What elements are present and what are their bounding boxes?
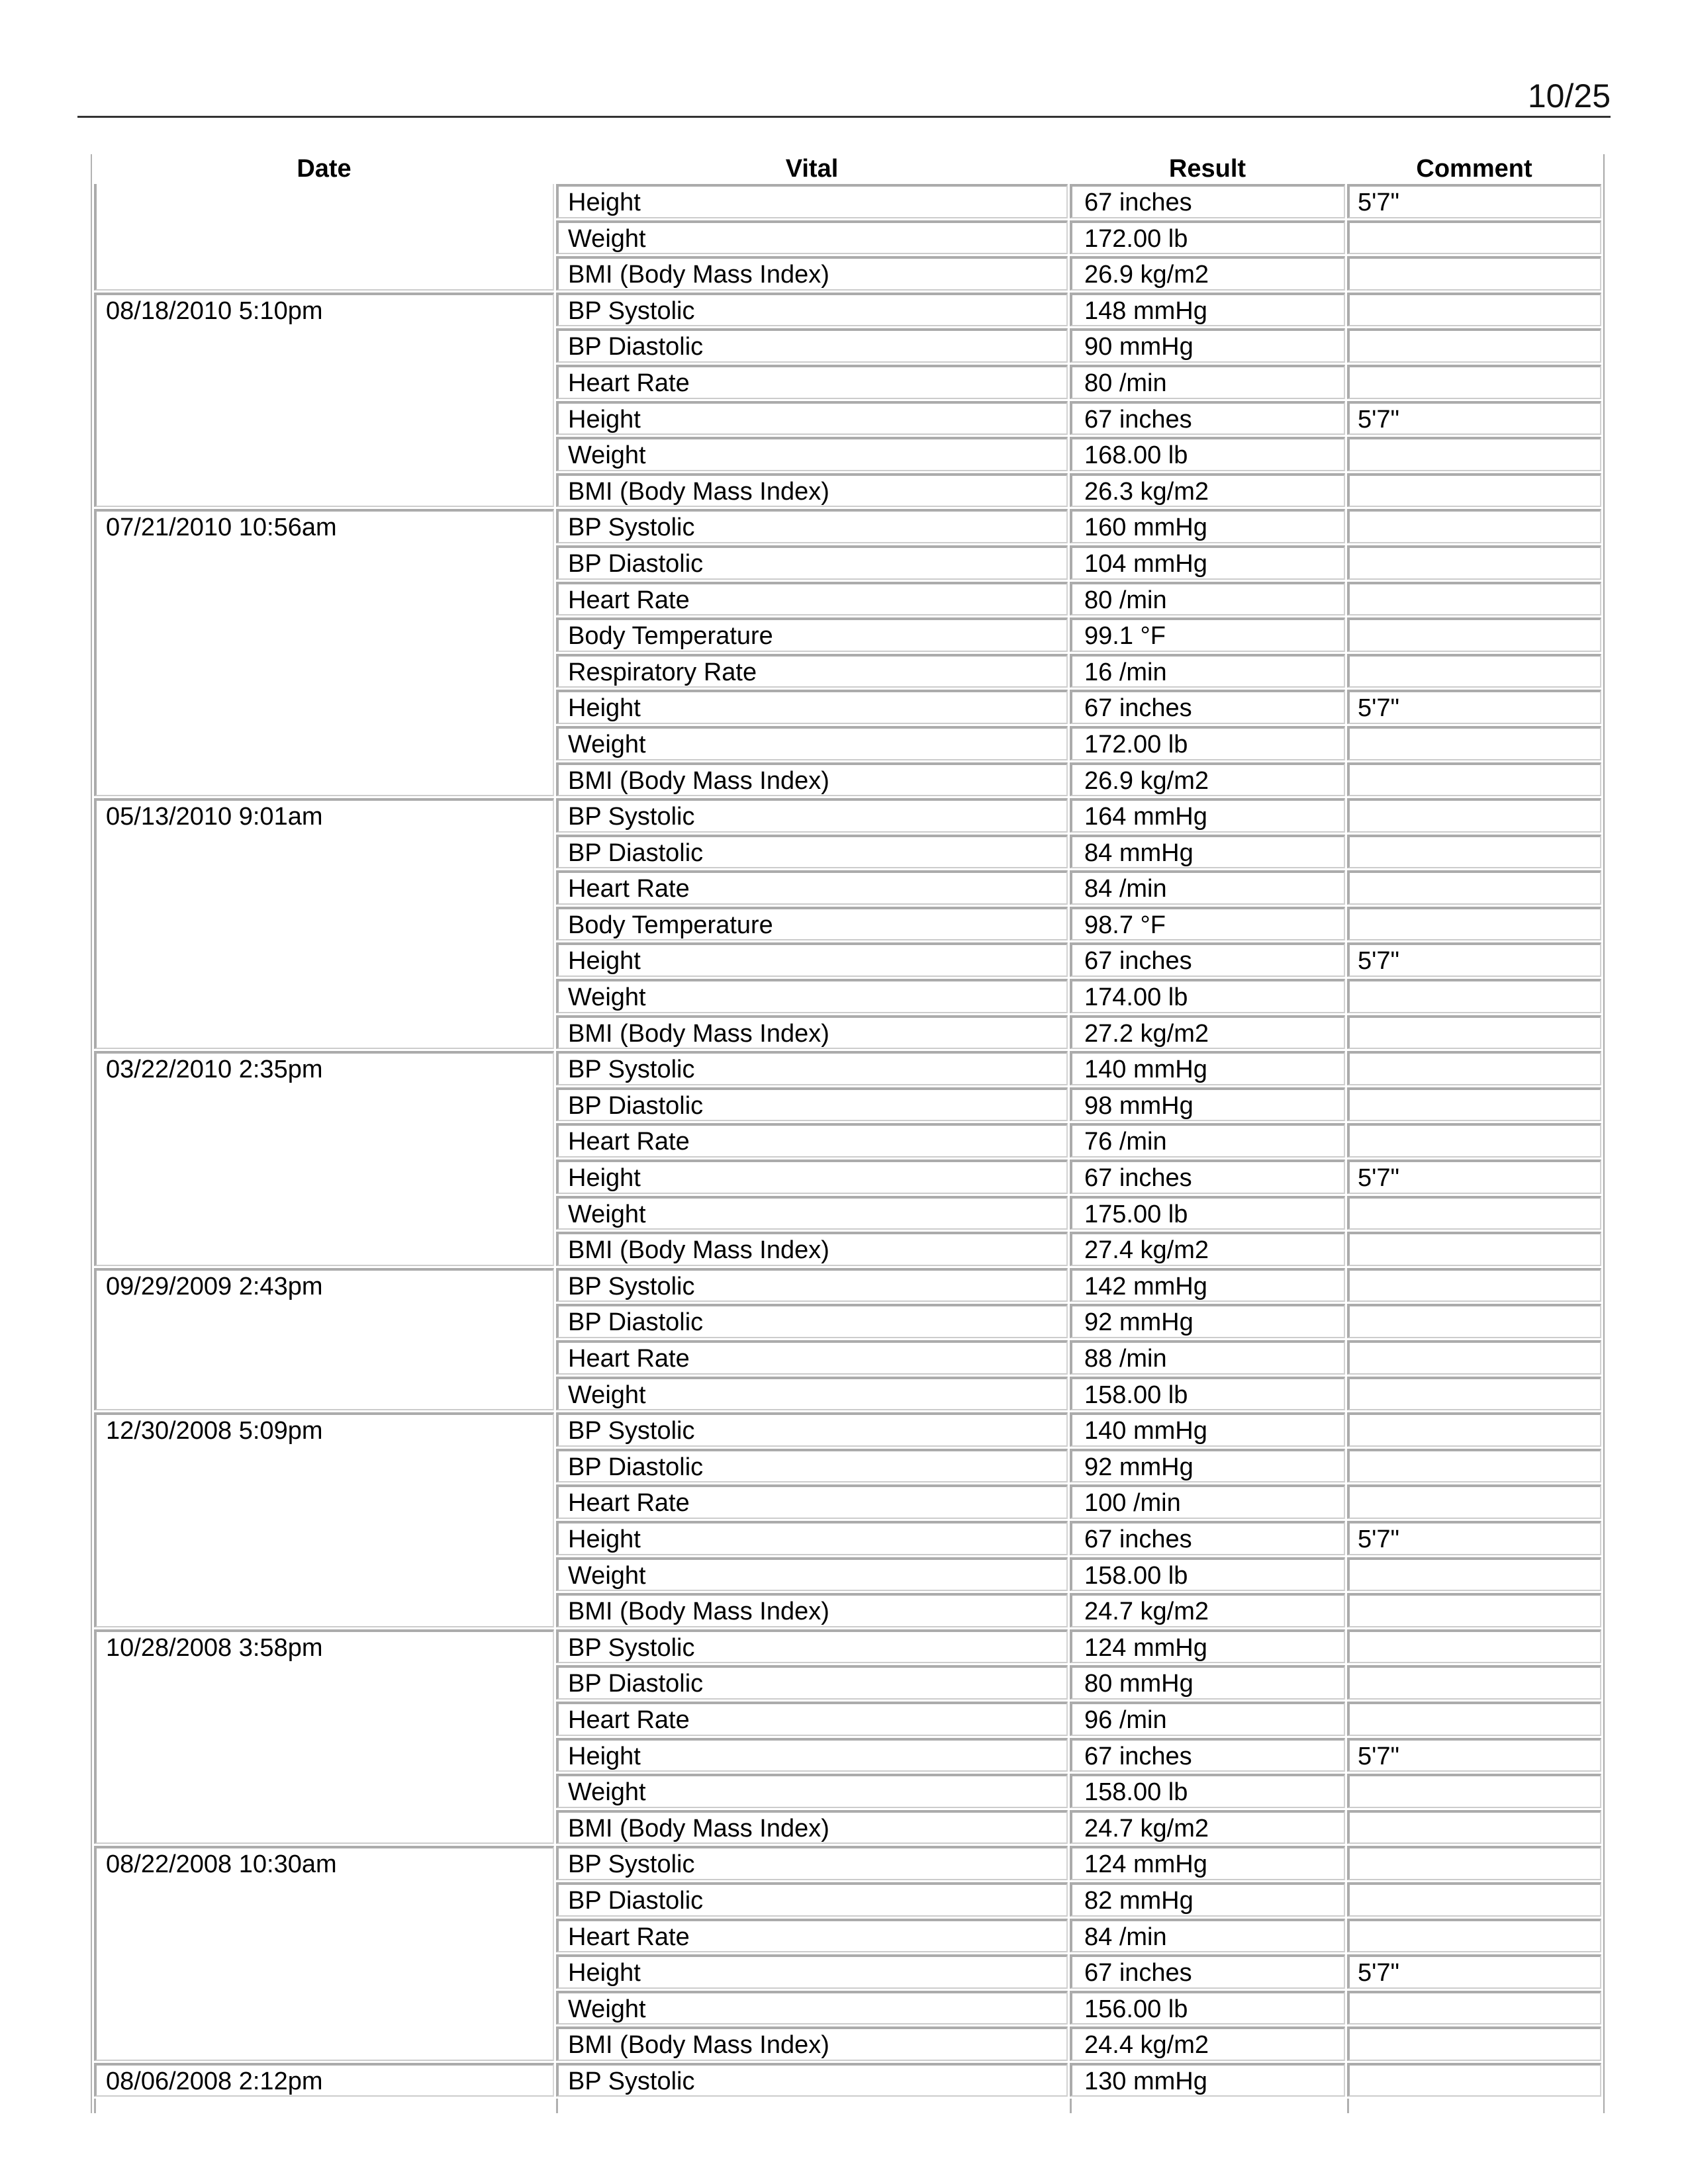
result-cell: 124 mmHg [1070, 1846, 1345, 1880]
comment-cell: 5'7" [1347, 184, 1601, 218]
vital-cell: BMI (Body Mass Index) [556, 1593, 1068, 1627]
comment-cell [1347, 1123, 1601, 1158]
column-header-vital: Vital [785, 155, 839, 183]
vital-cell: Body Temperature [556, 617, 1068, 652]
vital-cell: BP Systolic [556, 1051, 1068, 1085]
vital-cell: Height [556, 1954, 1068, 1989]
date-cell: 12/30/2008 5:09pm [94, 1412, 554, 1627]
vital-cell: Body Temperature [556, 907, 1068, 941]
vital-cell: Heart Rate [556, 582, 1068, 616]
comment-cell [1347, 979, 1601, 1013]
comment-cell [1347, 1412, 1601, 1447]
date-cell: 07/21/2010 10:56am [94, 509, 554, 796]
cutoff-tick [1347, 2099, 1601, 2113]
vital-cell: Respiratory Rate [556, 654, 1068, 688]
comment-cell: 5'7" [1347, 1738, 1601, 1772]
date-group [94, 1268, 1601, 1410]
date-cell [94, 184, 554, 291]
comment-cell [1347, 1232, 1601, 1266]
vital-cell: BP Diastolic [556, 1665, 1068, 1700]
result-cell: 168.00 lb [1070, 437, 1345, 471]
result-cell: 67 inches [1070, 1521, 1345, 1555]
result-cell: 142 mmHg [1070, 1268, 1345, 1302]
result-cell: 90 mmHg [1070, 328, 1345, 363]
result-cell: 99.1 °F [1070, 617, 1345, 652]
page-number: 10/25 [1527, 77, 1611, 114]
vital-cell: Weight [556, 1991, 1068, 2025]
result-cell: 26.3 kg/m2 [1070, 473, 1345, 508]
comment-cell: 5'7" [1347, 1160, 1601, 1194]
date-group [94, 293, 1601, 508]
vitals-table [91, 154, 1605, 2113]
comment-cell [1347, 1810, 1601, 1844]
result-cell: 67 inches [1070, 1738, 1345, 1772]
result-cell: 16 /min [1070, 654, 1345, 688]
table-header-row [94, 154, 1601, 184]
vital-cell: BP Diastolic [556, 835, 1068, 869]
comment-cell: 5'7" [1347, 942, 1601, 977]
result-cell: 160 mmHg [1070, 509, 1345, 543]
date-group [94, 1846, 1601, 2061]
result-cell: 96 /min [1070, 1702, 1345, 1736]
result-cell: 80 /min [1070, 582, 1345, 616]
comment-cell [1347, 582, 1601, 616]
date-group [94, 2063, 1601, 2097]
vital-cell: Height [556, 184, 1068, 218]
result-cell: 88 /min [1070, 1340, 1345, 1375]
comment-cell [1347, 1846, 1601, 1880]
result-cell: 27.4 kg/m2 [1070, 1232, 1345, 1266]
vital-cell: BP Diastolic [556, 1087, 1068, 1122]
comment-cell [1347, 1268, 1601, 1302]
comment-cell [1347, 1991, 1601, 2025]
result-cell: 104 mmHg [1070, 545, 1345, 580]
comment-cell: 5'7" [1347, 690, 1601, 724]
comment-cell [1347, 509, 1601, 543]
comment-cell [1347, 293, 1601, 327]
vital-cell: Weight [556, 1774, 1068, 1808]
result-cell: 140 mmHg [1070, 1412, 1345, 1447]
vital-cell: BMI (Body Mass Index) [556, 1810, 1068, 1844]
result-cell: 174.00 lb [1070, 979, 1345, 1013]
vital-cell: Height [556, 401, 1068, 435]
table-body [94, 184, 1601, 2097]
result-cell: 27.2 kg/m2 [1070, 1015, 1345, 1050]
comment-cell [1347, 437, 1601, 471]
result-cell: 156.00 lb [1070, 1991, 1345, 2025]
result-cell: 148 mmHg [1070, 293, 1345, 327]
vital-cell: Weight [556, 1196, 1068, 1230]
result-cell: 92 mmHg [1070, 1304, 1345, 1338]
comment-cell [1347, 256, 1601, 291]
vital-cell: BP Systolic [556, 1846, 1068, 1880]
date-group [94, 1629, 1601, 1844]
column-header-result: Result [1168, 155, 1246, 183]
vital-cell: BP Diastolic [556, 1304, 1068, 1338]
column-header-comment: Comment [1416, 155, 1532, 183]
vital-cell: BP Diastolic [556, 1449, 1068, 1483]
comment-cell [1347, 1340, 1601, 1375]
result-cell: 67 inches [1070, 1160, 1345, 1194]
vital-cell: BMI (Body Mass Index) [556, 473, 1068, 508]
vital-cell: Heart Rate [556, 1702, 1068, 1736]
comment-cell [1347, 1087, 1601, 1122]
result-cell: 67 inches [1070, 1954, 1345, 1989]
vital-cell: BP Systolic [556, 1268, 1068, 1302]
vital-cell: BMI (Body Mass Index) [556, 2026, 1068, 2061]
comment-cell: 5'7" [1347, 1954, 1601, 1989]
result-cell: 67 inches [1070, 401, 1345, 435]
vital-cell: Heart Rate [556, 870, 1068, 905]
comment-cell [1347, 654, 1601, 688]
result-cell: 80 mmHg [1070, 1665, 1345, 1700]
date-cell: 08/06/2008 2:12pm [94, 2063, 554, 2097]
vital-cell: Weight [556, 1377, 1068, 1411]
vital-cell: BMI (Body Mass Index) [556, 762, 1068, 797]
date-group [94, 1051, 1601, 1266]
vital-cell: BMI (Body Mass Index) [556, 1015, 1068, 1050]
comment-cell [1347, 1629, 1601, 1664]
comment-cell [1347, 220, 1601, 255]
comment-cell [1347, 1484, 1601, 1519]
result-cell: 67 inches [1070, 690, 1345, 724]
result-cell: 100 /min [1070, 1484, 1345, 1519]
comment-cell [1347, 1015, 1601, 1050]
result-cell: 26.9 kg/m2 [1070, 256, 1345, 291]
comment-cell [1347, 545, 1601, 580]
date-group [94, 509, 1601, 796]
vital-cell: BP Diastolic [556, 328, 1068, 363]
result-cell: 158.00 lb [1070, 1377, 1345, 1411]
comment-cell [1347, 328, 1601, 363]
vital-cell: Height [556, 1738, 1068, 1772]
comment-cell [1347, 1882, 1601, 1917]
comment-cell [1347, 1304, 1601, 1338]
comment-cell [1347, 762, 1601, 797]
vital-cell: BP Systolic [556, 1629, 1068, 1664]
vital-cell: Height [556, 690, 1068, 724]
result-cell: 76 /min [1070, 1123, 1345, 1158]
result-cell: 130 mmHg [1070, 2063, 1345, 2097]
cutoff-row [94, 2099, 1601, 2113]
vital-cell: Height [556, 1521, 1068, 1555]
result-cell: 84 mmHg [1070, 835, 1345, 869]
comment-cell [1347, 1593, 1601, 1627]
comment-cell [1347, 365, 1601, 399]
vital-cell: Weight [556, 220, 1068, 255]
result-cell: 98.7 °F [1070, 907, 1345, 941]
comment-cell [1347, 617, 1601, 652]
vital-cell: Weight [556, 437, 1068, 471]
comment-cell: 5'7" [1347, 401, 1601, 435]
result-cell: 158.00 lb [1070, 1557, 1345, 1592]
vital-cell: BP Systolic [556, 1412, 1068, 1447]
result-cell: 67 inches [1070, 942, 1345, 977]
vital-cell: Weight [556, 726, 1068, 760]
comment-cell: 5'7" [1347, 1521, 1601, 1555]
result-cell: 172.00 lb [1070, 220, 1345, 255]
vital-cell: Heart Rate [556, 365, 1068, 399]
result-cell: 98 mmHg [1070, 1087, 1345, 1122]
cutoff-tick [556, 2099, 1068, 2113]
date-cell: 10/28/2008 3:58pm [94, 1629, 554, 1844]
result-cell: 140 mmHg [1070, 1051, 1345, 1085]
result-cell: 124 mmHg [1070, 1629, 1345, 1664]
comment-cell [1347, 2026, 1601, 2061]
comment-cell [1347, 870, 1601, 905]
result-cell: 24.4 kg/m2 [1070, 2026, 1345, 2061]
comment-cell [1347, 907, 1601, 941]
result-cell: 175.00 lb [1070, 1196, 1345, 1230]
date-group [94, 798, 1601, 1049]
result-cell: 26.9 kg/m2 [1070, 762, 1345, 797]
result-cell: 158.00 lb [1070, 1774, 1345, 1808]
comment-cell [1347, 1051, 1601, 1085]
comment-cell [1347, 1196, 1601, 1230]
date-group [94, 184, 1601, 291]
result-cell: 164 mmHg [1070, 798, 1345, 833]
vital-cell: BP Diastolic [556, 1882, 1068, 1917]
comment-cell [1347, 1702, 1601, 1736]
vital-cell: BMI (Body Mass Index) [556, 256, 1068, 291]
comment-cell [1347, 473, 1601, 508]
comment-cell [1347, 1377, 1601, 1411]
vital-cell: BP Systolic [556, 509, 1068, 543]
comment-cell [1347, 1919, 1601, 1953]
result-cell: 84 /min [1070, 870, 1345, 905]
result-cell: 84 /min [1070, 1919, 1345, 1953]
comment-cell [1347, 2063, 1601, 2097]
date-group [94, 1412, 1601, 1627]
comment-cell [1347, 1449, 1601, 1483]
vital-cell: BP Diastolic [556, 545, 1068, 580]
column-header-date: Date [297, 155, 352, 183]
vital-cell: Weight [556, 979, 1068, 1013]
cutoff-tick [94, 2099, 554, 2113]
vital-cell: Heart Rate [556, 1484, 1068, 1519]
comment-cell [1347, 1665, 1601, 1700]
cutoff-tick [1070, 2099, 1345, 2113]
date-cell: 05/13/2010 9:01am [94, 798, 554, 1049]
vital-cell: Heart Rate [556, 1340, 1068, 1375]
vital-cell: Height [556, 1160, 1068, 1194]
comment-cell [1347, 726, 1601, 760]
result-cell: 82 mmHg [1070, 1882, 1345, 1917]
vital-cell: BP Systolic [556, 2063, 1068, 2097]
date-cell: 09/29/2009 2:43pm [94, 1268, 554, 1410]
top-rule [77, 116, 1611, 118]
result-cell: 67 inches [1070, 184, 1345, 218]
vital-cell: Height [556, 942, 1068, 977]
comment-cell [1347, 798, 1601, 833]
vital-cell: BP Systolic [556, 293, 1068, 327]
vital-cell: BP Systolic [556, 798, 1068, 833]
date-cell: 08/22/2008 10:30am [94, 1846, 554, 2061]
result-cell: 24.7 kg/m2 [1070, 1593, 1345, 1627]
comment-cell [1347, 835, 1601, 869]
date-cell: 08/18/2010 5:10pm [94, 293, 554, 508]
comment-cell [1347, 1557, 1601, 1592]
comment-cell [1347, 1774, 1601, 1808]
vital-cell: Heart Rate [556, 1123, 1068, 1158]
vital-cell: BMI (Body Mass Index) [556, 1232, 1068, 1266]
date-cell: 03/22/2010 2:35pm [94, 1051, 554, 1266]
result-cell: 172.00 lb [1070, 726, 1345, 760]
result-cell: 24.7 kg/m2 [1070, 1810, 1345, 1844]
vital-cell: Heart Rate [556, 1919, 1068, 1953]
result-cell: 80 /min [1070, 365, 1345, 399]
result-cell: 92 mmHg [1070, 1449, 1345, 1483]
vital-cell: Weight [556, 1557, 1068, 1592]
